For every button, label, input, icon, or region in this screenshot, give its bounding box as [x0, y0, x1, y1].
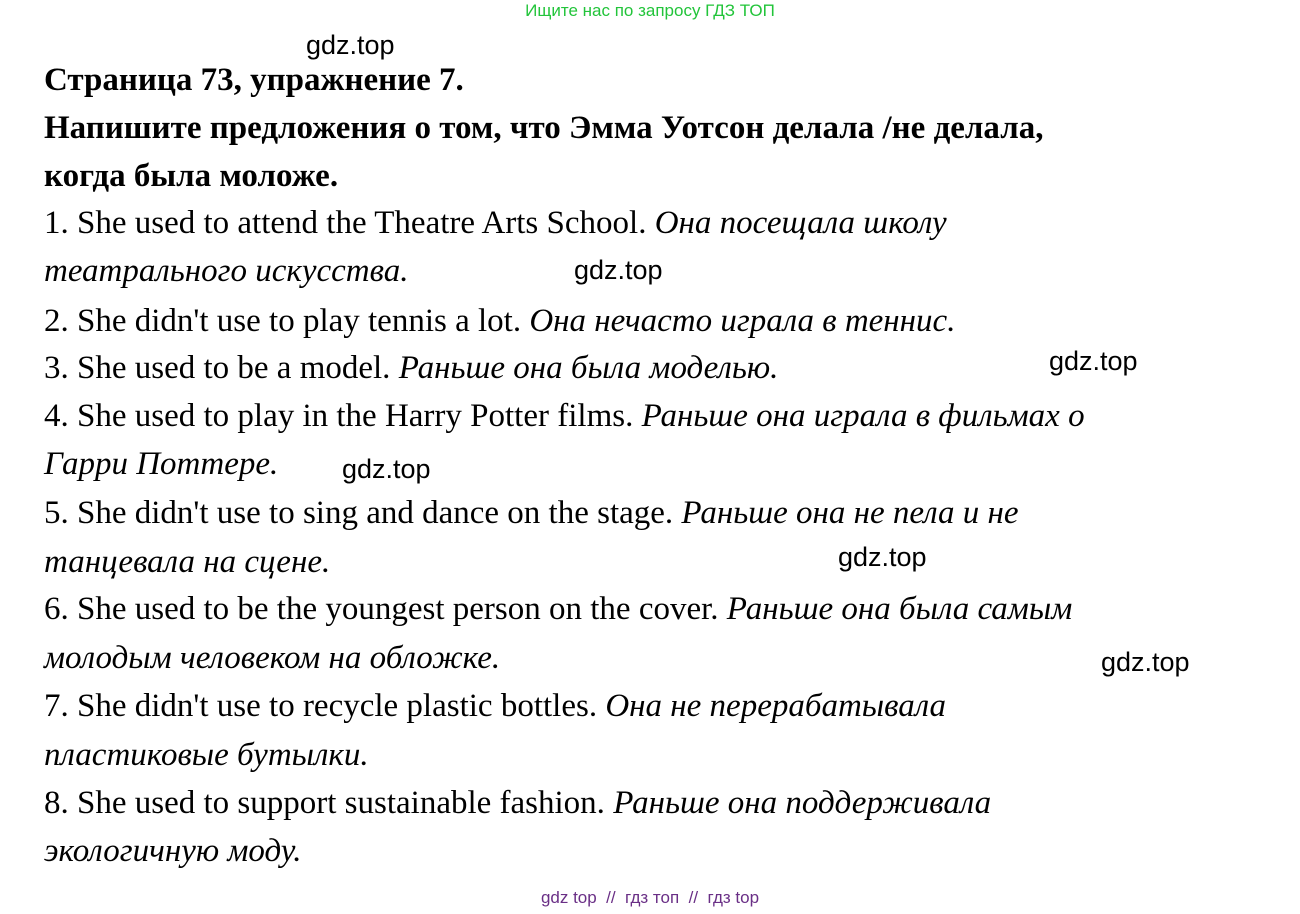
- answer-7-translation-cont: пластиковые бутылки.: [44, 737, 369, 773]
- answer-5-english: 5. She didn't use to sing and dance on the stage.: [44, 495, 682, 531]
- answer-5: [44, 489, 1019, 537]
- watermark: gdz.top: [342, 454, 431, 484]
- answer-1-english: 1. She used to attend the Theatre Arts School.: [44, 205, 655, 241]
- answer-2: [44, 297, 955, 345]
- answer-7-translation: Она не перерабатывала: [605, 688, 947, 724]
- answer-3: [44, 344, 778, 392]
- answer-5-translation-cont: танцевала на сцене.: [44, 544, 331, 580]
- answer-6-translation: Раньше она была самым: [726, 591, 1073, 627]
- page-title: Страница 73, упражнение 7.: [44, 62, 464, 98]
- answer-6: [44, 585, 1072, 633]
- task-heading-line-1: Напишите предложения о том, что Эмма Уотсон делала /не делала,: [44, 110, 1044, 146]
- answer-8-english: 8. She used to support sustainable fashion.: [44, 785, 614, 821]
- task-heading-line-2: когда была моложе.: [44, 158, 339, 194]
- answer-8-translation: Раньше она поддерживала: [613, 785, 992, 821]
- answer-2-translation: Она нечасто играла в теннис.: [529, 303, 956, 339]
- answer-4-english: 4. She used to play in the Harry Potter films.: [44, 398, 642, 434]
- watermark: gdz.top: [838, 542, 927, 572]
- watermark: gdz.top: [1049, 346, 1138, 376]
- answer-4: [44, 392, 1085, 440]
- footer-links: gdz top // гдз топ // гдз top: [540, 888, 760, 907]
- answer-1: [44, 199, 947, 247]
- watermark: gdz.top: [306, 30, 395, 60]
- search-banner: Ищите нас по запросу ГДЗ ТОП: [525, 1, 775, 20]
- answer-8: [44, 779, 991, 827]
- answer-4-translation: Раньше она играла в фильмах о: [641, 398, 1085, 434]
- answer-2-english: 2. She didn't use to play tennis a lot.: [44, 303, 530, 339]
- answer-8-translation-cont: экологичную моду.: [44, 833, 302, 869]
- answer-7: [44, 682, 946, 730]
- answer-3-english: 3. She used to be a model.: [44, 350, 399, 386]
- answer-6-english: 6. She used to be the youngest person on the cover.: [44, 591, 727, 627]
- answer-7-english: 7. She didn't use to recycle plastic bottles.: [44, 688, 606, 724]
- answer-5-translation: Раньше она не пела и не: [681, 495, 1019, 531]
- answer-3-translation: Раньше она была моделью.: [398, 350, 779, 386]
- answer-6-translation-cont: молодым человеком на обложке.: [44, 640, 501, 676]
- watermark: gdz.top: [1101, 647, 1190, 677]
- answer-1-translation-cont: театрального искусства.: [44, 253, 409, 289]
- answer-1-translation: Она посещала школу: [654, 205, 947, 241]
- answer-4-translation-cont: Гарри Поттере.: [44, 446, 279, 482]
- watermark: gdz.top: [574, 255, 663, 285]
